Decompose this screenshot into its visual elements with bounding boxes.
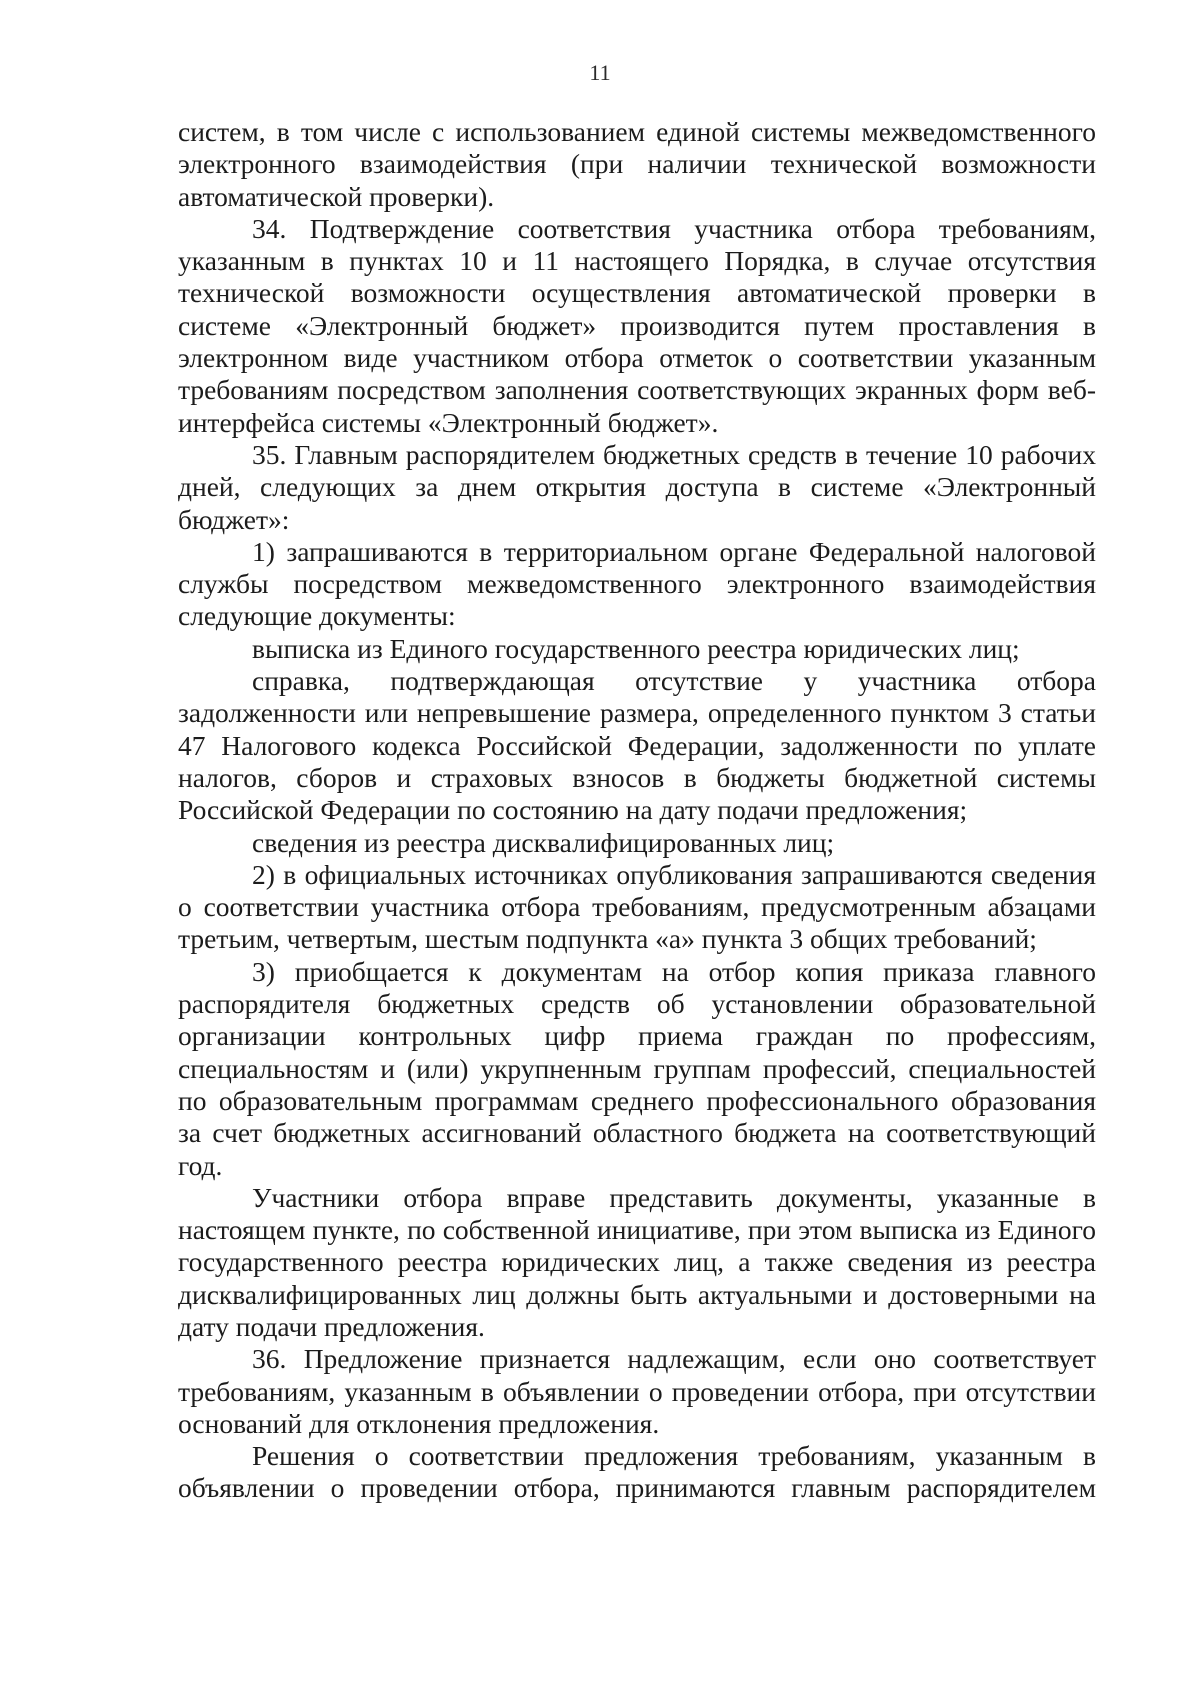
- paragraph-35-subitem-2: 2) в официальных источниках опубликования запрашиваются сведения о соответствии участника отбора требованиям, предусмотренным абзацами третьим, четвертым, шестым подпункта «а» пункта 3 общих требований;: [178, 858, 1096, 955]
- paragraph-34: 34. Подтверждение соответствия участника отбора требованиям, указанным в пунктах 10 и 11 настоящего Порядка, в случае отсутствия технической возможности осуществления автоматической проверки в системе «Электронный бюджет» производится путем проставления в электронном виде участником отбора отметок о соответствии указанным требованиям посредством заполнения соответствующих экранных форм веб-интерфейса системы «Электронный бюджет».: [178, 212, 1096, 438]
- paragraph-35-document-certificate: справка, подтверждающая отсутствие у участника отбора задолженности или непревышение размера, определенного пунктом 3 статьи 47 Налогового кодекса Российской Федерации, задолженности по уплате налогов, сборов и страховых взносов в бюджеты бюджетной системы Российской Федерации по состоянию на дату подачи предложения;: [178, 665, 1096, 826]
- paragraph-36: 36. Предложение признается надлежащим, если оно соответствует требованиям, указанным в объявлении о проведении отбора, при отсутствии оснований для отклонения предложения.: [178, 1343, 1096, 1439]
- paragraph-35: 35. Главным распорядителем бюджетных средств в течение 10 рабочих дней, следующих за днем открытия доступа в системе «Электронный бюджет»:: [178, 438, 1096, 535]
- paragraph-35-participants-note: Участники отбора вправе представить документы, указанные в настоящем пункте, по собственной инициативе, при этом выписка из Единого государственного реестра юридических лиц, а также сведения из реестра дисквалифицированных лиц должны быть актуальными и достоверными на дату подачи предложения.: [178, 1181, 1096, 1342]
- paragraph-36-decisions: Решения о соответствии предложения требованиям, указанным в объявлении о проведении отбора, принимаются главным распорядителем: [178, 1440, 1096, 1504]
- paragraph-35-document-registry: сведения из реестра дисквалифицированных лиц;: [252, 826, 835, 858]
- paragraph-35-subitem-1: 1) запрашиваются в территориальном органе Федеральной налоговой службы посредством межведомственного электронного взаимодействия следующие документы:: [178, 535, 1096, 632]
- paragraph-35-document-extract: выписка из Единого государственного реестра юридических лиц;: [252, 632, 1020, 664]
- paragraph-35-subitem-3: 3) приобщается к документам на отбор копия приказа главного распорядителя бюджетных средств об установлении образовательной организации контрольных цифр приема граждан по профессиям, специальностям и (или) укрупненным группам профессий, специальностей по образовательным программам среднего профессионального образования за счет бюджетных ассигнований областного бюджета на соответствующий год.: [178, 955, 1096, 1181]
- page-number: 11: [589, 60, 611, 85]
- document-body: [178, 116, 1096, 1505]
- paragraph-continuation: систем, в том числе с использованием единой системы межведомственного электронного взаимодействия (при наличии технической возможности автоматической проверки).: [178, 116, 1096, 212]
